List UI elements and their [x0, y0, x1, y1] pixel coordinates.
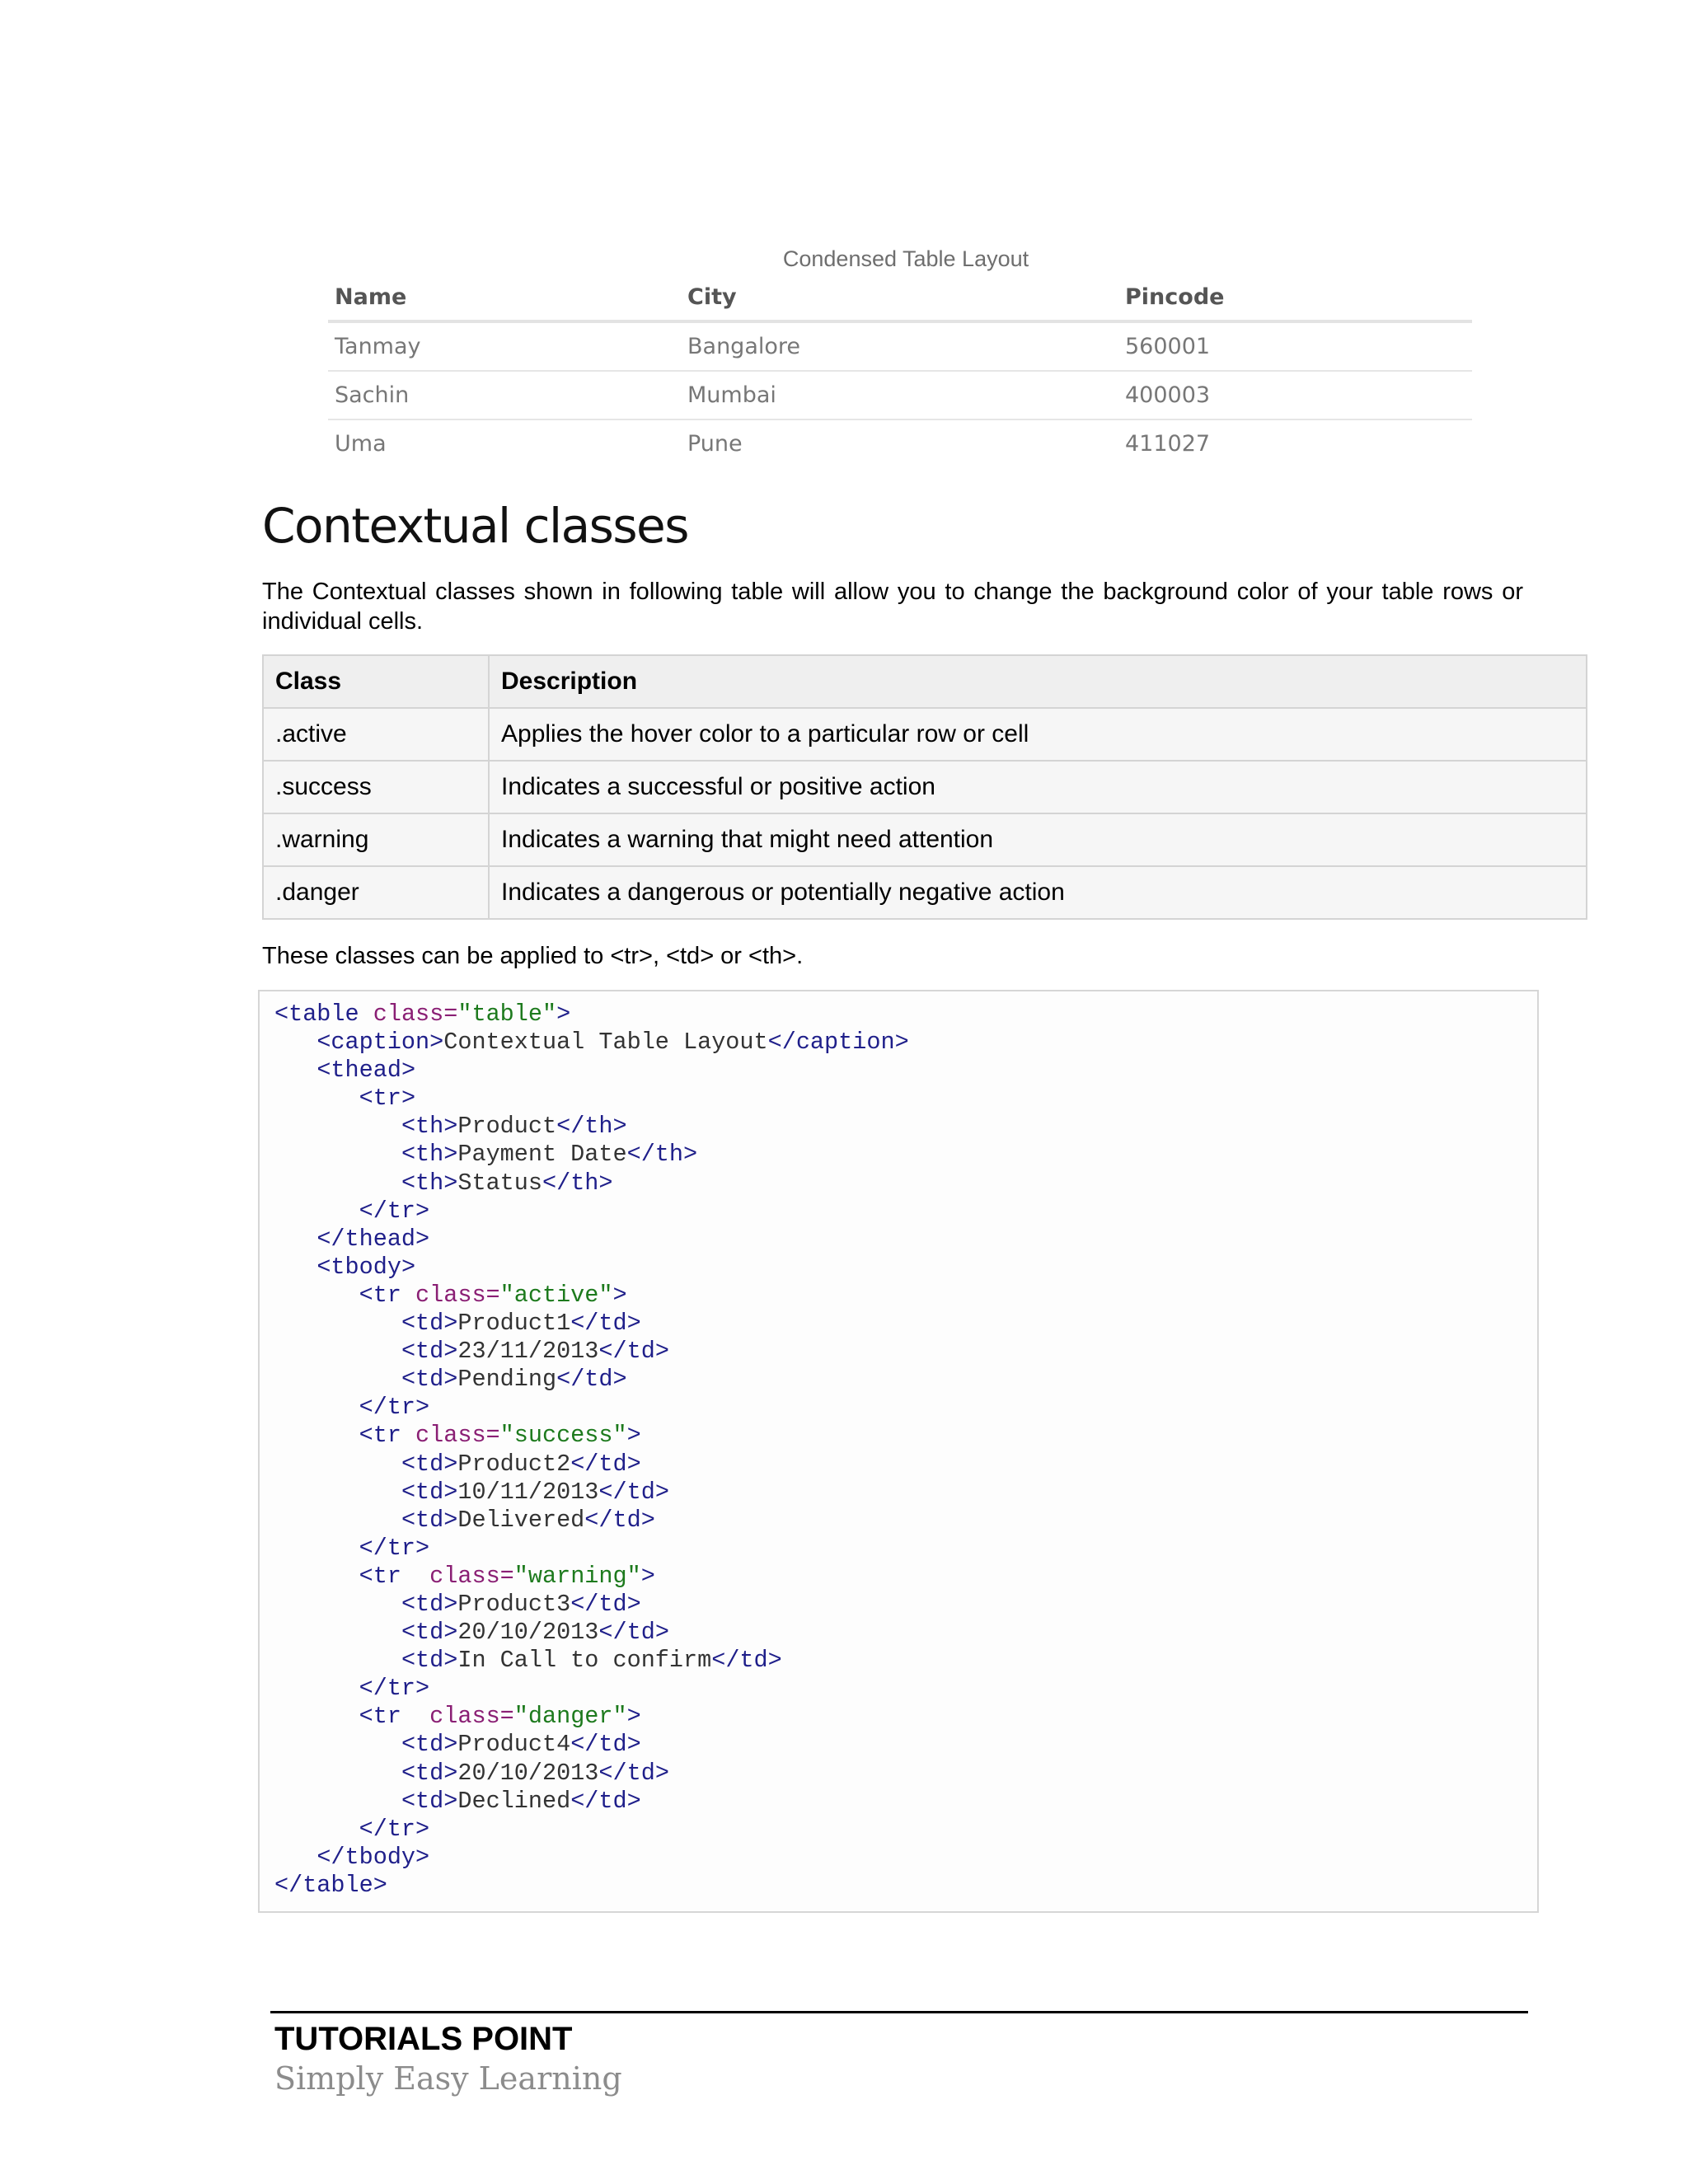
condensed-cell: Tanmay — [328, 321, 681, 371]
code-line: <tr> — [359, 1085, 416, 1113]
code-line: <td>20/10/2013</td> — [401, 1759, 669, 1787]
footer-divider — [270, 2011, 1528, 2013]
condensed-cell: Bangalore — [681, 321, 1118, 371]
code-line: <tr class="warning"> — [359, 1562, 655, 1590]
class-cell: .success — [263, 761, 489, 813]
contextual-row — [263, 761, 1587, 813]
condensed-cell: Pune — [681, 419, 1118, 467]
contextual-row — [263, 708, 1587, 761]
code-line: <td>Product1</td> — [401, 1310, 641, 1338]
code-line: <td>Product3</td> — [401, 1590, 641, 1618]
code-line: <tbody> — [316, 1253, 416, 1281]
code-line: <td>Product2</td> — [401, 1450, 641, 1478]
code-line: <td>Declined</td> — [401, 1787, 641, 1815]
code-line: </tbody> — [316, 1843, 430, 1871]
header-description: Description — [489, 655, 1587, 708]
code-line: <table class="table"> — [274, 1001, 571, 1028]
footer-tagline: Simply Easy Learning — [274, 2060, 622, 2097]
section-title: Contextual classes — [262, 498, 688, 554]
condensed-table-caption: Condensed Table Layout — [782, 246, 1029, 271]
intro-paragraph: The Contextual classes shown in following table will allow you to change the background color of your table rows or individual cells. — [262, 579, 1523, 635]
code-block — [258, 990, 1539, 1913]
code-line: <th>Product</th> — [401, 1113, 627, 1141]
condensed-row — [328, 371, 1472, 419]
code-line: <td>Product4</td> — [401, 1731, 641, 1759]
code-line: <td>20/10/2013</td> — [401, 1619, 669, 1647]
condensed-row — [328, 419, 1472, 467]
contextual-row — [263, 813, 1587, 866]
condensed-cell: Sachin — [328, 371, 681, 419]
code-line: <th>Payment Date</th> — [401, 1141, 698, 1169]
description-cell: Indicates a successful or positive action — [489, 761, 1587, 813]
class-cell: .warning — [263, 813, 489, 866]
condensed-header-pincode: Pincode — [1118, 274, 1472, 321]
code-line: <tr class="success"> — [359, 1422, 641, 1450]
class-cell: .danger — [263, 866, 489, 919]
code-line: </thead> — [316, 1225, 430, 1253]
code-line: <td>In Call to confirm</td> — [401, 1647, 782, 1675]
footer-brand: TUTORIALS POINT — [274, 2021, 573, 2057]
description-cell: Applies the hover color to a particular row or cell — [489, 708, 1587, 761]
code-line: </tr> — [359, 1815, 430, 1843]
contextual-row — [263, 866, 1587, 919]
code-line: <td>23/11/2013</td> — [401, 1338, 669, 1366]
header-class: Class — [263, 655, 489, 708]
condensed-table — [328, 274, 1472, 467]
description-cell: Indicates a dangerous or potentially negative action — [489, 866, 1587, 919]
code-line: <caption>Contextual Table Layout</caption> — [316, 1029, 909, 1057]
code-line: </tr> — [359, 1675, 430, 1703]
code-line: </table> — [274, 1871, 387, 1899]
code-line: </tr> — [359, 1534, 430, 1562]
condensed-row — [328, 321, 1472, 371]
code-line: <th>Status</th> — [401, 1169, 613, 1197]
contextual-header-row — [263, 655, 1587, 708]
description-cell: Indicates a warning that might need attention — [489, 813, 1587, 866]
code-line: </tr> — [359, 1394, 430, 1422]
code-line: <td>Pending</td> — [401, 1366, 627, 1394]
condensed-header-row — [328, 274, 1472, 321]
code-line: <tr class="danger"> — [359, 1703, 641, 1731]
condensed-header-name: Name — [328, 274, 681, 321]
condensed-cell: Mumbai — [681, 371, 1118, 419]
code-line: </tr> — [359, 1197, 430, 1225]
condensed-table-figure — [328, 244, 1472, 467]
condensed-cell: 400003 — [1118, 371, 1472, 419]
contextual-classes-table — [262, 654, 1587, 920]
code-line: <td>10/11/2013</td> — [401, 1478, 669, 1506]
code-line: <thead> — [316, 1057, 416, 1085]
code-line: <tr class="active"> — [359, 1281, 627, 1309]
class-cell: .active — [263, 708, 489, 761]
condensed-cell: 560001 — [1118, 321, 1472, 371]
usage-note: These classes can be applied to <tr>, <td> or <th>. — [262, 943, 804, 969]
condensed-cell: 411027 — [1118, 419, 1472, 467]
condensed-header-city: City — [681, 274, 1118, 321]
condensed-cell: Uma — [328, 419, 681, 467]
code-line: <td>Delivered</td> — [401, 1506, 655, 1534]
